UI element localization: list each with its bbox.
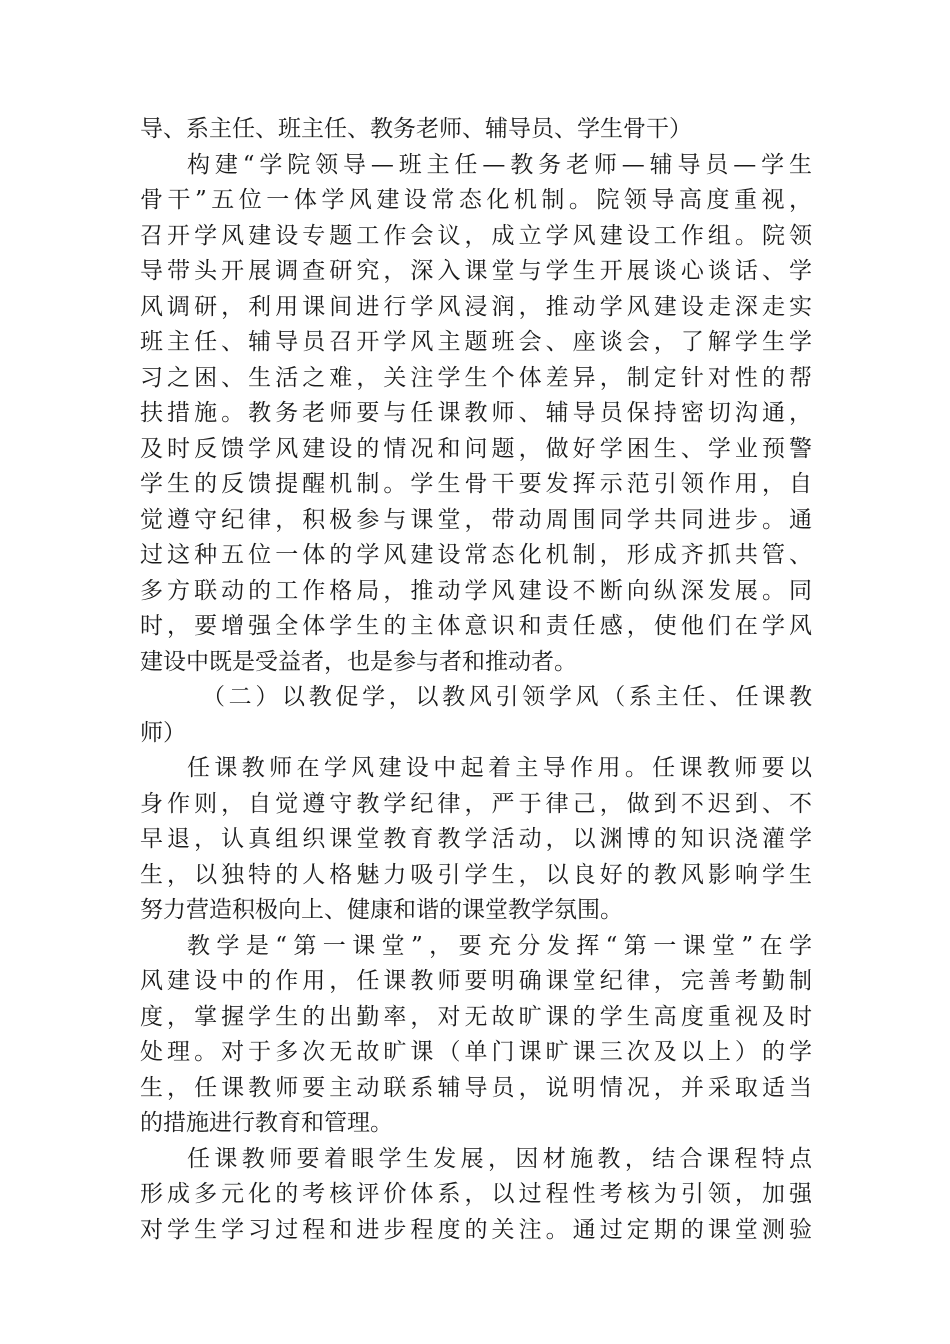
text-line: 任课教师在学风建设中起着主导作用。任课教师要以 <box>187 755 812 781</box>
text-line: 习之困、生活之难，关注学生个体差异，制定针对性的帮 <box>140 364 812 391</box>
text-line: 任课教师要着眼学生发展，因材施教，结合课程特点 <box>187 1145 812 1172</box>
text-line: 教学是“第一课堂”，要充分发挥“第一课堂”在学 <box>187 932 812 959</box>
section-heading-line: （二）以教促学，以教风引领学风（系主任、任课教 <box>202 684 812 710</box>
text-line: 构建“学院领导—班主任—教务老师—辅导员—学生 <box>187 151 812 178</box>
text-line: 召开学风建设专题工作会议，成立学风建设工作组。院领 <box>140 222 812 249</box>
text-line: 的措施进行教育和管理。 <box>140 1110 393 1136</box>
text-line: 生，任课教师要主动联系辅导员，说明情况，并采取适当 <box>140 1074 812 1101</box>
text-line: 学生的反馈提醒机制。学生骨干要发挥示范引领作用，自 <box>140 471 812 497</box>
text-line: 对学生学习过程和进步程度的关注。通过定期的课堂测验 <box>140 1216 812 1243</box>
text-line: 形成多元化的考核评价体系，以过程性考核为引领，加强 <box>140 1181 812 1207</box>
text-line: 多方联动的工作格局，推动学风建设不断向纵深发展。同 <box>140 577 812 604</box>
text-line: 师） <box>140 719 186 746</box>
text-line: 时，要增强全体学生的主体意识和责任感，使他们在学风 <box>140 613 812 639</box>
text-line: 觉遵守纪律，积极参与课堂，带动周围同学共同进步。通 <box>140 506 812 533</box>
text-line: 班主任、辅导员召开学风主题班会、座谈会，了解学生学 <box>140 329 812 355</box>
text-line: 骨干”五位一体学风建设常态化机制。院领导高度重视， <box>140 187 812 213</box>
document-page <box>140 112 812 1248</box>
text-line: 及时反馈学风建设的情况和问题，做好学困生、学业预警 <box>140 435 812 462</box>
text-line: 努力营造积极向上、健康和谐的课堂教学氛围。 <box>140 897 623 923</box>
text-line: 风调研，利用课间进行学风浸润，推动学风建设走深走实 <box>140 293 812 320</box>
text-line: 生，以独特的人格魅力吸引学生，以良好的教风影响学生 <box>140 861 812 888</box>
text-line: 处理。对于多次无故旷课（单门课旷课三次及以上）的学 <box>140 1039 812 1065</box>
text-line: 风建设中的作用，任课教师要明确课堂纪律，完善考勤制 <box>140 968 812 994</box>
text-line: 导、系主任、班主任、教务老师、辅导员、学生骨干） <box>140 116 692 142</box>
text-line: 度，掌握学生的出勤率，对无故旷课的学生高度重视及时 <box>140 1003 812 1030</box>
text-line: 建设中既是受益者，也是参与者和推动者。 <box>140 648 577 675</box>
text-line: 扶措施。教务老师要与任课教师、辅导员保持密切沟通， <box>140 400 812 426</box>
text-line: 过这种五位一体的学风建设常态化机制，形成齐抓共管、 <box>140 542 812 568</box>
text-line: 身作则，自觉遵守教学纪律，严于律己，做到不迟到、不 <box>140 790 812 817</box>
text-line: 导带头开展调查研究，深入课堂与学生开展谈心谈话、学 <box>140 258 812 284</box>
text-line: 早退，认真组织课堂教育教学活动，以渊博的知识浇灌学 <box>140 826 812 852</box>
